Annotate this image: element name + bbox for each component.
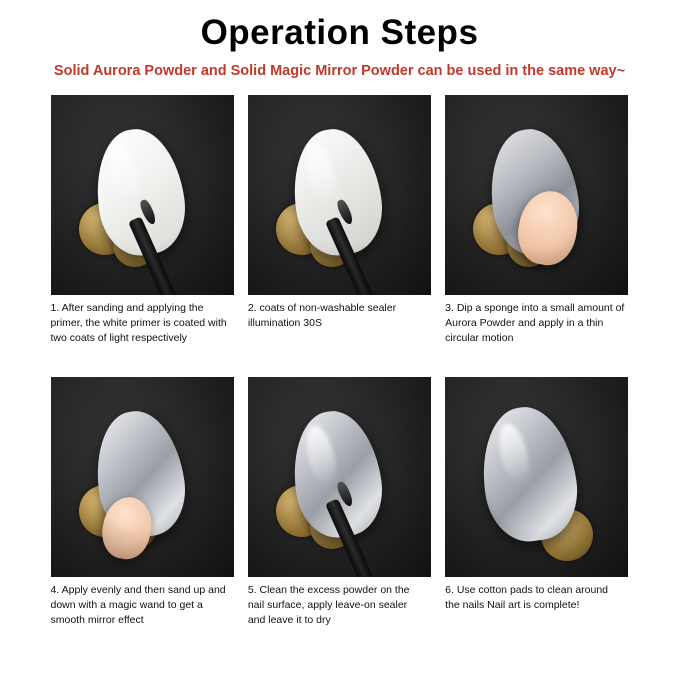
photo-vignette [51,95,234,295]
photo-vignette [51,377,234,577]
step-5-image [248,377,431,577]
step-item [445,95,628,377]
photo-vignette [248,95,431,295]
step-3-image [445,95,628,295]
steps-grid [51,95,629,659]
step-1-image [51,95,234,295]
step-caption: 2. coats of non-washable sealer illumination 30S [247,302,397,329]
step-caption: 4. Apply evenly and then sand up and down with a magic wand to get a smooth mirror effect [50,584,226,626]
step-item [51,377,234,659]
step-4-image [51,377,234,577]
operation-steps-page [0,14,679,693]
step-6-image [445,377,628,577]
page-subtitle: Solid Aurora Powder and Solid Magic Mirror Powder can be used in the same way~ [53,62,626,79]
step-item [51,95,234,377]
step-caption: 1. After sanding and applying the primer, the white primer is coated with two coats of light respectively [50,302,227,344]
photo-vignette [248,377,431,577]
step-2-image [248,95,431,295]
step-item [248,377,431,659]
photo-vignette [445,377,628,577]
page-title: Operation Steps [200,13,479,52]
step-item [445,377,628,659]
step-caption: 3. Dip a sponge into a small amount of Aurora Powder and apply in a thin circular motion [445,302,625,344]
step-caption: 5. Clean the excess powder on the nail surface, apply leave-on sealer and leave it to dry [247,584,410,626]
step-item [248,95,431,377]
photo-vignette [445,95,628,295]
step-caption: 6. Use cotton pads to clean around the nails Nail art is complete! [445,584,609,611]
